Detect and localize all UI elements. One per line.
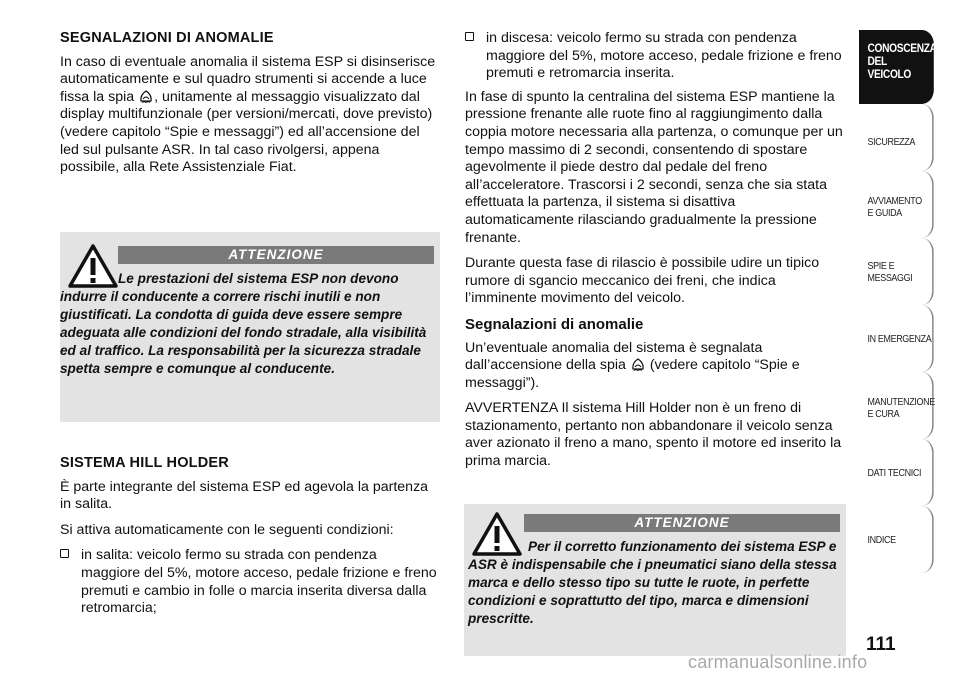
left-column (60, 30, 438, 185)
warning-header: ATTENZIONE (524, 514, 840, 532)
checkbox-bullet-icon (60, 549, 69, 558)
warning-text: Per il corretto funzionamento dei sistema ESP e ASR è indispensabile che i pneumatici siano della stessa marca e dello stesso tipo su tutte le ruote, in perfette condizioni e soprattutto del tipo, marca e dimensioni prescritte. (468, 539, 837, 626)
page-number: 111 (866, 634, 896, 655)
tab-conoscenza-del-veicolo[interactable]: CONOSCENZA DEL VEICOLO (859, 30, 934, 104)
tab-in-emergenza[interactable]: IN EMERGENZA (859, 305, 934, 372)
paragraph-anomalie: In caso di eventuale anomalia il sistema ESP si disinserisce automaticamente e sul quadro strumenti si accende a luce fissa la spia , unitamente al messaggio visualizzato dal display multifunzionale (per versioni/mercati, dove previsto) (vedere capitolo “Spie e messaggi”) ed all’accensione del led sul pulsante ASR. In tal caso rivolgersi, appena possibile, alla Rete Assistenziale Fiat. (60, 53, 436, 176)
paragraph-hill-conditions: Si attiva automaticamente con le seguenti condizioni: (60, 521, 394, 538)
checkbox-bullet-icon (465, 32, 474, 41)
paragraph-spunto: In fase di spunto la centralina del sistema ESP mantiene la pressione frenante alle ruote fino al raggiungimento dalla coppia motore necessaria alla partenza, o comunque per un tempo massimo di 2 secondi, consentendo di spostare agevolmente il piede destro dal pedale del freno all’acceleratore. Trascorsi i 2 secondi, senza che sia stata effettuata la partenza, il sistema si disattiva automaticamente rilasciando gradualmente la pressione frenante. (465, 88, 843, 246)
paragraph-avvertenza: AVVERTENZA Il sistema Hill Holder non è un freno di stazionamento, pertanto non abbandonare il veicolo senza aver azionato il freno a mano, spento il motore ed inserito la prima marcia. (465, 400, 842, 470)
tab-indice[interactable]: INDICE (859, 506, 934, 573)
paragraph-hill-intro: È parte integrante del sistema ESP ed agevola la partenza in salita. (60, 478, 429, 513)
paragraph-segnalazioni: Un’eventuale anomalia del sistema è segnalata dall’accensione della spia (vedere capitolo “Spie e messaggi”). (465, 339, 800, 391)
warning-box-pneumatici (464, 504, 846, 656)
chapter-sidebar (859, 30, 947, 573)
left-column-hill (60, 455, 438, 624)
tab-avviamento-e-guida[interactable]: AVVIAMENTO E GUIDA (859, 171, 934, 238)
paragraph-rilascio: Durante questa fase di rilascio è possibile udire un tipico rumore di sgancio meccanico dei freni, che indica l’imminente movimento del veicolo. (465, 255, 820, 307)
section-heading-hill-holder: SISTEMA HILL HOLDER (60, 455, 229, 471)
right-column (465, 30, 845, 479)
tab-dati-tecnici[interactable]: DATI TECNICI (859, 439, 934, 506)
subheading-segnalazioni: Segnalazioni di anomalie (465, 315, 644, 333)
warning-box-esp (60, 232, 440, 422)
esp-lamp-icon (631, 358, 645, 371)
tab-manutenzione-e-cura[interactable]: MANUTENZIONE E CURA (859, 372, 934, 439)
esp-lamp-icon (139, 90, 153, 103)
bullet-discesa: in discesa: veicolo fermo su strada con pendenza maggiore del 5%, motore acceso, pedale frizione e freno premuti e retromarcia inserita. (465, 30, 845, 83)
section-heading-anomalie: SEGNALAZIONI DI ANOMALIE (60, 30, 274, 46)
bullet-salita: in salita: veicolo fermo su strada con pendenza maggiore del 5%, motore acceso, pedale frizione e freno premuti e cambio in folle o marcia inserita diversa dalla retromarcia; (60, 547, 438, 617)
warning-text: Le prestazioni del sistema ESP non devono indurre il conducente a correre rischi inutili e non giustificati. La condotta di guida deve essere sempre adeguata alle condizioni del fondo stradale, alla visibilità ed al traffico. La responsabilità per la sicurezza stradale spetta sempre e comunque al conducente. (60, 271, 427, 376)
warning-header: ATTENZIONE (118, 246, 434, 264)
tab-sicurezza[interactable]: SICUREZZA (859, 104, 934, 171)
watermark: carmanualsonline.info (688, 652, 868, 672)
tab-spie-e-messaggi[interactable]: SPIE E MESSAGGI (859, 238, 934, 305)
